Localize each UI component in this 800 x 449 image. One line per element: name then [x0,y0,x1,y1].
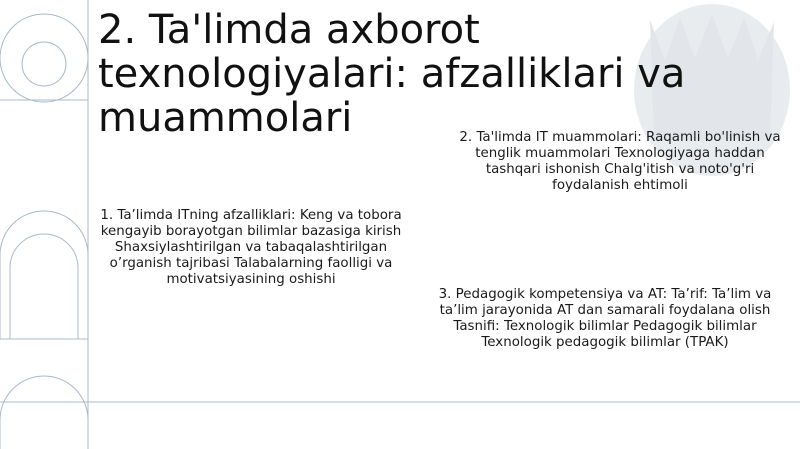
competence-text: 3. Pedagogik kompetensiya va AT: Ta’rif: Ta’lim va ta’lim jarayonida AT dan samarali foydalana olish Tasnifi: Texnologik bilimlar Pedagogik bilimlar Texnologik pedagogik bilimlar (TPAK) [438,287,772,350]
arch-ornament-bottom [0,376,88,449]
advantages-text: 1. Ta’limda ITning afzalliklari: Keng va tobora kengayib borayotgan bilimlar bazasiga kirish Shaxsiylashtirilgan va tabaqalashtirilgan o’rganish tajribasi Talabalarning faolligi va motivatsiyasining oshishi [100,208,402,287]
arch-ornament-outer [0,211,88,339]
slide-title: 2. Ta'limda axborot texnologiyalari: afzalliklari va muammolari [98,7,686,141]
outer-circle-ornament [0,14,88,102]
problems-text: 2. Ta'limda IT muammolari: Raqamli bo'linish va tenglik muammolari Texnologiyaga haddan tashqari ishonish Chalg'itish va noto'g'ri foydalanish ehtimoli [459,130,781,193]
inner-circle-ornament [22,42,66,86]
arch-ornament-inner [10,234,78,339]
